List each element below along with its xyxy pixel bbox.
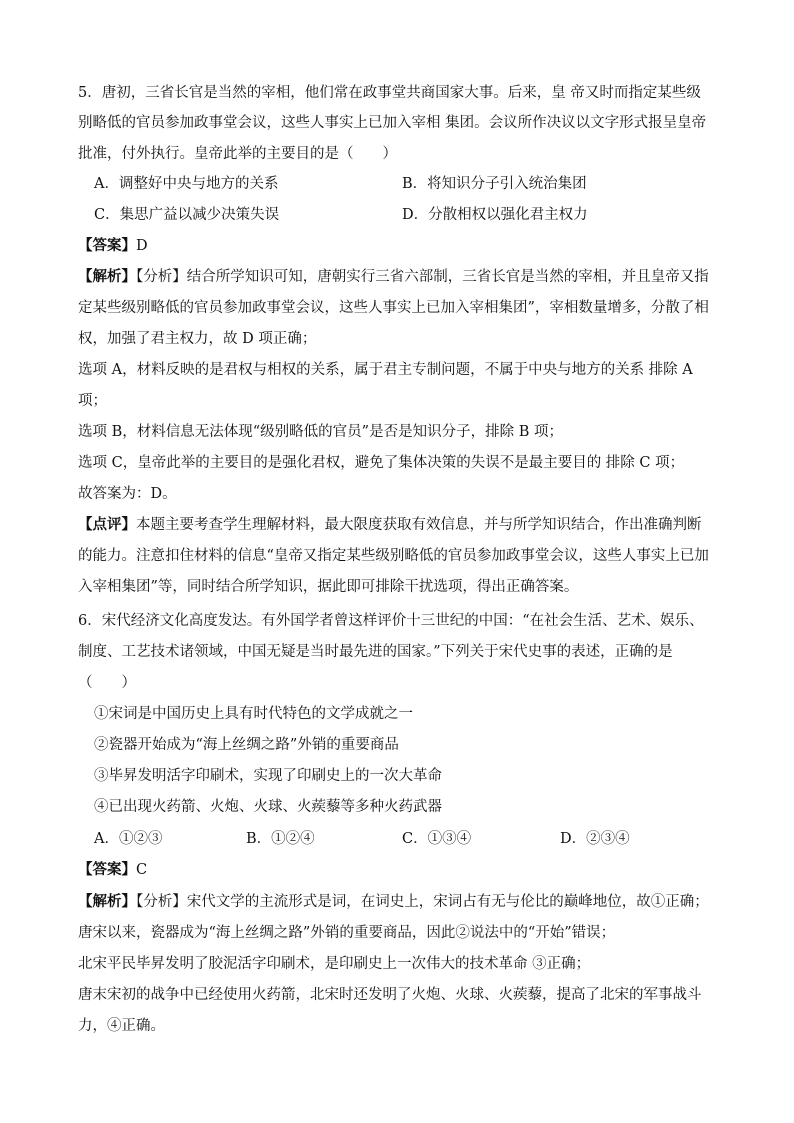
q5-analysis-line-6: 选项 B，材料信息无法体现“级别略低的官员”是否是知识分子，排除 B 项；	[78, 424, 563, 440]
q5-comment-tag: 【点评】	[78, 516, 136, 533]
q6-stem-line-1: 6．宋代经济文化高度发达。有外国学者曾这样评价十三世纪的中国：“在社会生活、艺术、娱乐、	[78, 613, 704, 629]
q5-answer-value: D	[136, 238, 148, 254]
q5-comment-line-2: 的能力。注意扣住材料的信息“皇帝又指定某些级别略低的官员参加政事堂会议，这些人事实上已加	[78, 548, 709, 564]
q5-stem-line-3: 批准，付外执行。皇帝此举的主要目的是（ ）	[78, 146, 397, 162]
q6-option-d: D．②③④	[560, 831, 630, 847]
q5-comment-line-3: 入宰相集团”等，同时结合所学知识，据此即可排除干扰选项，得出正确答案。	[78, 579, 579, 595]
q5-analysis-line-2: 定某些级别略低的官员参加政事堂会议，这些人事实上已加入宰相集团”，宰相数量增多，分散了相	[78, 300, 709, 316]
q6-stem-line-2: 制度、工艺技术诸领域，中国无疑是当时最先进的国家。”下列关于宋代史事的表述，正确的是	[78, 644, 673, 660]
q5-option-c: C．集思广益以减少决策失误	[94, 207, 280, 223]
q6-analysis-line-5: 力，④正确。	[78, 1018, 165, 1034]
q5-analysis-line-3: 权，加强了君主权力，故 D 项正确；	[78, 331, 317, 347]
q6-stem-line-3: （ ）	[78, 675, 136, 691]
q5-analysis-line-4: 选项 A，材料反映的是君权与相权的关系，属于君主专制问题，不属于中央与地方的关系 排除 A	[78, 362, 693, 378]
q5-option-b: B．将知识分子引入统治集团	[402, 176, 587, 192]
q6-option-a: A．①②③	[94, 831, 163, 847]
q6-answer	[78, 860, 147, 880]
q6-analysis-line-4: 唐末宋初的战争中已经使用火药箭，北宋时还发明了火炮、火球、火蒺藜，提高了北宋的军事战斗	[78, 987, 702, 1003]
q6-answer-value: C	[136, 862, 148, 878]
q5-analysis-line-7: 选项 C，皇帝此举的主要目的是强化君权，避免了集体决策的失误不是最主要目的 排除 C 项；	[78, 455, 685, 471]
q6-statement-2: ②瓷器开始成为“海上丝绸之路”外销的重要商品	[94, 737, 399, 753]
q6-analysis-line-3: 北宋平民毕昇发明了胶泥活字印刷术，是印刷史上一次伟大的技术革命 ③正确；	[78, 956, 591, 972]
q5-comment-line-1	[78, 515, 702, 535]
q6-option-c: C．①③④	[402, 831, 472, 847]
q5-analysis-tag: 【解析】	[78, 268, 136, 285]
q5-stem-line-2: 别略低的官员参加政事堂会议，这些人事实上已加入宰相 集团。会议所作决议以文字形式报呈皇帝	[78, 115, 707, 131]
q6-analysis-text-1: 【分析】宋代文学的主流形式是词，在词史上，宋词占有无与伦比的巅峰地位，故①正确；	[136, 894, 709, 910]
q5-analysis-line-5: 项；	[78, 393, 107, 409]
q6-statement-4: ④已出现火药箭、火炮、火球、火蒺藜等多种火药武器	[94, 799, 442, 815]
q6-option-b: B．①②④	[246, 831, 315, 847]
q5-option-d: D．分散相权以强化君主权力	[402, 207, 588, 223]
q5-answer	[78, 236, 148, 256]
q6-analysis-line-2: 唐宋以来，瓷器成为“海上丝绸之路”外销的重要商品，因此②说法中的“开始”错误；	[78, 925, 616, 941]
q5-analysis-text-1: 【分析】结合所学知识可知，唐朝实行三省六部制，三省长官是当然的宰相，并且皇帝又指	[136, 269, 709, 285]
q6-statement-1: ①宋词是中国历史上具有时代特色的文学成就之一	[94, 706, 413, 722]
q5-comment-text-1: 本题主要考查学生理解材料，最大限度获取有效信息，并与所学知识结合，作出准确判断	[136, 517, 702, 533]
q5-analysis-line-8: 故答案为：D。	[78, 486, 177, 502]
q5-analysis-line-1	[78, 267, 709, 287]
q6-analysis-line-1	[78, 892, 709, 912]
q6-analysis-tag: 【解析】	[78, 893, 136, 910]
q5-option-a: A．调整好中央与地方的关系	[94, 176, 279, 192]
q5-stem-line-1: 5．唐初，三省长官是当然的宰相，他们常在政事堂共商国家大事。后来，皇 帝又时而指定某些级	[78, 85, 701, 101]
q6-answer-tag: 【答案】	[78, 861, 136, 878]
q6-statement-3: ③毕昇发明活字印刷术，实现了印刷史上的一次大革命	[94, 768, 442, 784]
q5-answer-tag: 【答案】	[78, 237, 136, 254]
